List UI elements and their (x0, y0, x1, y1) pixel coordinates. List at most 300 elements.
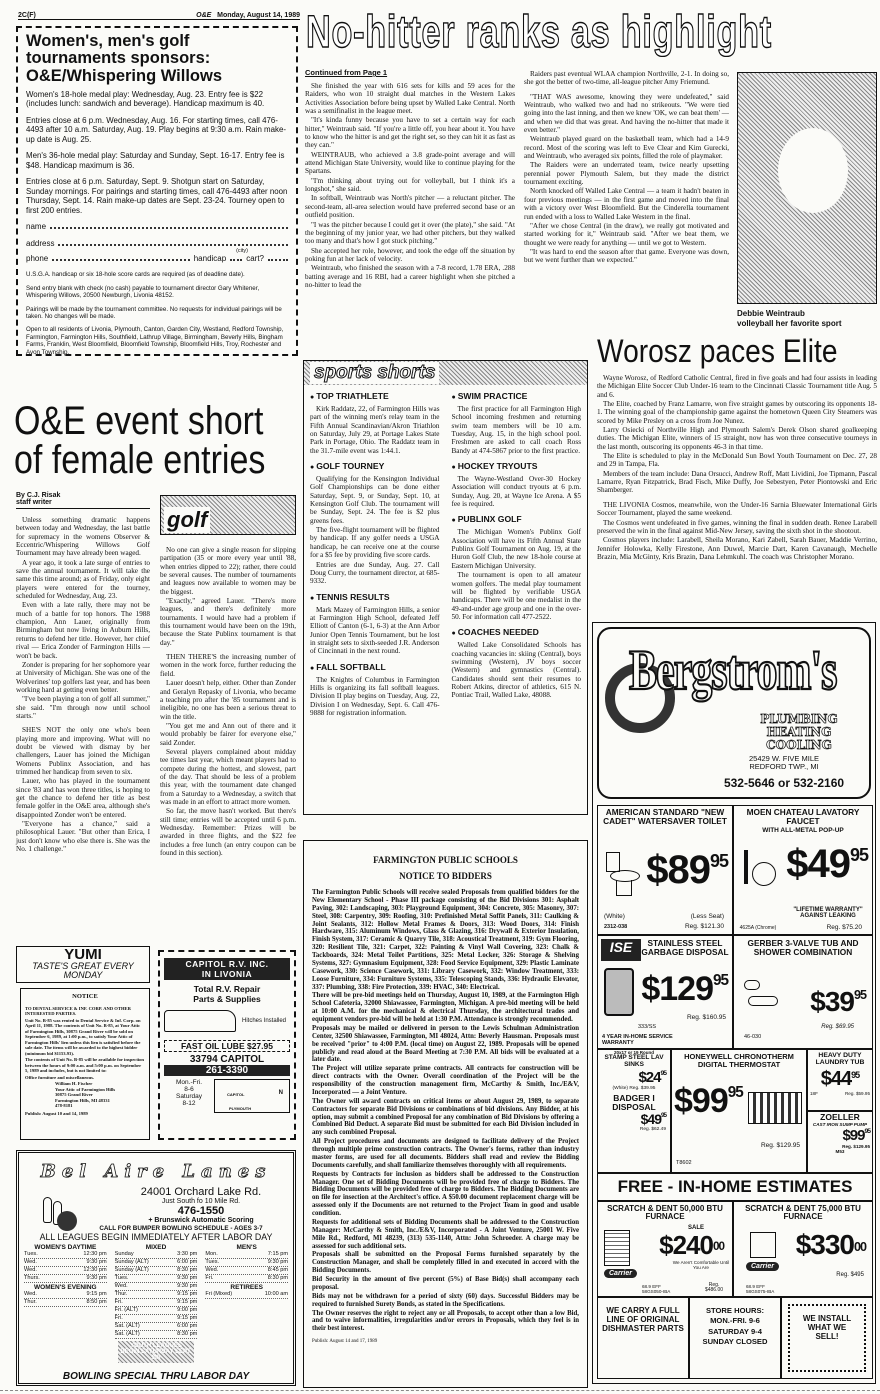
article-paragraph: Several players complained about midday tee times last year, which meant players had to compete during the hottest, and slowest, part of the day. That should be less of a problem this year, with the tournament date changed from a Saturday to a Wednesday, a switch that was made in an effort to attract more women. (160, 747, 296, 806)
deal-price (646, 848, 728, 893)
warranty-note: "LIFETIME WARRANTY" AGAINST LEAKING (793, 906, 863, 920)
league-heading: WOMEN'S DAYTIME (34, 1244, 97, 1251)
store-hours-line: SATURDAY 9-4 (708, 1326, 762, 1336)
league-row (115, 1291, 198, 1299)
deal-price (659, 1231, 724, 1259)
address-label: address (26, 239, 55, 249)
league-day: Thur. (114, 1290, 128, 1297)
free-estimates-banner: FREE - IN-HOME ESTIMATES (597, 1173, 873, 1201)
phone-label: phone (26, 254, 49, 264)
price-cents: 95 (864, 1128, 870, 1135)
hitches-label: Hitches Installed (241, 1018, 287, 1024)
price-cents: 95 (709, 850, 728, 871)
location-map (214, 1079, 290, 1113)
trade-label: COOLING (766, 738, 832, 752)
deal-regular-price: Reg. $69.95 (821, 1024, 854, 1030)
golf-fine-print: Send entry blank with check (no cash) payable to tournament director Gary Whitener, Whispering Willows, 20500 Newburgh, Livonia 48152. (26, 284, 260, 300)
notice-org: FARMINGTON PUBLIC SCHOOLS (373, 855, 518, 865)
league-row (115, 1275, 198, 1283)
deal-model: 58GS050-IBA (642, 1288, 671, 1294)
league-row (115, 1331, 198, 1339)
deal-title: HONEYWELL CHRONOTHERM DIGITAL THERMOSTAT (684, 1052, 794, 1069)
league-time: 12:30 pm (83, 1266, 107, 1273)
league-row (115, 1251, 198, 1259)
league-time: 9:30 pm (177, 1274, 198, 1281)
short-paragraph: Kirk Raddatz, 22, of Farmington Hills was part of the winning men's relay team in the Fifth Annual Scandinavian/Akron Triathlon on Saturday, July 29, at Portage Lakes State Park in Portage, Ohio. The Raddatz team in the 31.7-mile event was 1:44.1. (310, 405, 440, 455)
article-paragraph: "Exactly," agreed Lauer. "There's more leagues, and there's definitely more tournaments. I would have had a problem if this tournament would have been on the 19th, because the State Publinx tournament is that day." (160, 597, 296, 647)
short-paragraph: Walled Lake Consolidated Schools has coaching vacancies in: skiing (Central), boys swimming (Western), JV boys soccer (Western) and gymnastics (Central). Candidates should sent their resumes to Robert Atkins, director of athletics, 615 N. Pontiac Trail, Walled Lake, 48088. (451, 641, 581, 700)
youth-leagues-badge: YOUTH LEAGUES BEGIN SATURDAY SEPT. 9th (118, 1341, 194, 1363)
deal-price (796, 1230, 866, 1260)
hours-line-list (164, 1079, 214, 1113)
handicap-field[interactable] (230, 254, 242, 261)
deal-price (641, 970, 728, 1009)
deal-price (808, 1127, 872, 1144)
hours-line: Mon.-Fri. (176, 1079, 202, 1086)
notice-to-bidders (303, 840, 588, 1388)
league-day: Fri. (205, 1274, 214, 1281)
bel-aire-lanes-ad (16, 1150, 296, 1386)
trade-label: PLUMBING (760, 712, 838, 726)
deal-price (808, 1068, 872, 1091)
notice-signature-line-list (25, 1081, 145, 1109)
ise-logo: ISE (601, 939, 641, 961)
price-cents: 00 (853, 1239, 866, 1254)
price-dollars: $99 (842, 1127, 865, 1144)
article-paragraph: The Raiders were an underrated team, twice nearly upsetting perennial power Plymouth Salem, but they made the district tournament exciting. (524, 161, 729, 187)
deal-model: 58GS075-IBA (746, 1288, 775, 1294)
league-table (205, 1251, 288, 1283)
trade-label: HEATING (766, 725, 832, 739)
price-dollars: $39 (810, 986, 854, 1017)
short-paragraph: The first practice for all Farmington High School incoming freshmen and returning swim team members will be 10 a.m. Tuesday, Aug. 15, in the high school pool. Freshmen are asked to call coach Ross Bandy at 474-5867 prior to the first practice. (451, 405, 581, 455)
deal-title: MOEN CHATEAU LAVATORY FAUCET (746, 807, 860, 826)
price-cents: 95 (853, 987, 866, 1002)
article-paragraph: "It's kinda funny because you have to set a certain way for each hitter," Weintraub said. "If you're a little off, you hear about it. You have to know who the hitter is and get the right set, so they can hit it as fast as they can." (305, 116, 515, 150)
carrier-slogan: We Aren't Comfortable Until You Are (672, 1260, 730, 1271)
oe-headline: O&E event short of female entries (14, 399, 266, 483)
league-day: Thurs. (24, 1274, 40, 1281)
short-headline: ● TOP TRIATHLETE (310, 391, 440, 401)
bowling-directions: Just South fo 10 Mile Rd. (161, 1198, 241, 1205)
league-day: Fri. (114, 1314, 123, 1321)
notice-paragraph: The Farmington Public Schools will receive sealed Proposals from qualified bidders for the New Elementary School - Phase III package consisting of the Bid Divisions 301: Asphalt Paving, 302: Landscaping, 303: Playground Equipment, 304: Concrete, 305: Masonry, 307: Steel, 308: Carpentry, 309: Roofing, 310: Prefinished Metal Soffit Panels, 311: Caulking & Joint Sealants, 312: Hollow Metal Frames & Doors, 313: Wood Doors, 314: Finish Hardware, 315: Aluminum Windows, Glass & Glazing, 316: Drywall & Exterior Insulation, Finish System, 317: Ceramic & Quarry Tile, 318: Acoustical Treatment, 319: Gym Flooring, 320: Resilient Tile, 321: Carpet, 322: Painting & Vinyl Wall Covering, 323: Chalk & Tackboards, 324: Metal Toilet Partitions, 325: Metal Locker, 326: Storage & Shelving Systems, 327: Gymnasium Equipment, 328: Food Service Equipment, 329: Plastic Laminate Casework, 330: Science Casework, 331: Library Casework, 332: Window Treatment, 333: Loose Furniture, 334: Furniture Systems, 335: Telescoping Stands, 336: Hydraulic Elevator, 337: Plumbing, 338: Fire Protection, 339: HVAC, 340: Electrical. (312, 889, 579, 991)
byline-role: staff writer (16, 499, 52, 506)
golf-info-paragraph-list (26, 90, 288, 215)
league-day: Tues. (24, 1251, 38, 1257)
carrier-logo: Carrier (604, 1269, 637, 1278)
notice-paragraph: TO DENTAL SERVICE & INF. CORP. AND OTHER INTERESTED PARTIES. (25, 1005, 131, 1017)
map-plymouth-label: PLYMOUTH (229, 1106, 252, 1111)
price-dollars: $240 (659, 1230, 713, 1260)
league-day: Wed. (114, 1282, 128, 1289)
deal-pretitle: 20x17 or 19 Round (613, 1050, 654, 1055)
nohitter-column-1 (305, 82, 515, 290)
golf-logo-text: golf (164, 507, 210, 533)
furnace-icon (604, 1230, 630, 1266)
notice-signature-line: William H. Fischer (55, 1081, 93, 1087)
league-row (205, 1259, 288, 1267)
deal-regular-price: (White) Reg. $39.95 (612, 1085, 656, 1091)
laundry-tub-deal (807, 1049, 873, 1111)
notice-paragraph: The Owner will award contracts on critical items or about August 29, 1989, to separate Contractors for separate Bid Divisions or combinations of bid divisions. Any Bidder, at his option, may submit a combined Proposal for any combination of Bid Divisions by offering a Combined Bid Deduct. A separate Bid must be submitted for each Bid Division included in any such combined Proposal. (312, 1097, 579, 1137)
trade-label-list (729, 713, 869, 752)
golf-info-paragraph: Entries close at 6 p.m. Wednesday, Aug. 16. For starting times, call 476-4493 after 10 a.m. Saturday, Aug. 19. Play begins at 9:30 a.m. Rain make-up date is Aug. 25. (26, 115, 286, 144)
league-day: Wed. (205, 1266, 219, 1273)
deal-title: AMERICAN STANDARD "NEW CADET" WATERSAVER TOILET (603, 807, 727, 826)
article-paragraph: So far, the move hasn't worked. But there's still time; entries will be accepted until 6 p.m. Wednesday. Remember: Prizes will be awarded in three flights, and the $22 fee includes a free lunch (an entry coupon can be found in this section). (160, 807, 296, 858)
nohitter-column-2 (524, 70, 729, 266)
price-cents: 95 (851, 1069, 860, 1080)
deal-model: 18F (810, 1091, 818, 1097)
hours-line: Saturday (175, 1093, 203, 1100)
price-cents: 95 (849, 844, 868, 865)
article-paragraph: "I was the pitcher because I could get it over (the plate)," she said. "At the beginning of my junior year, we had other pitchers, but they walked too many and that's how I got stuck pitching." (305, 220, 515, 246)
league-time: 9:15 pm (177, 1298, 198, 1305)
article-paragraph: Unless something dramatic happens between today and Wednesday, the last battle for supremacy in the womens Observer & Eccentric/Whispering Willows Golf Tournament may have already been waged. (16, 516, 150, 558)
league-time: 8:50 pm (86, 1298, 107, 1305)
league-day: Fri (Mixed) (205, 1290, 233, 1297)
storage-notice (20, 988, 150, 1140)
article-paragraph: Wayne Worosz, of Redford Catholic Central, fired in five goals and had four assists in leading the Michigan Elite Soccer Club Under-16 team to the Cincinnati Classic Tournament title Aug. 5 and 6. (597, 374, 877, 399)
price-dollars: $24 (638, 1068, 661, 1086)
article-paragraph: "Everyone has a chance," said a philosophical Lauer. "But other than Erica, I just don't know who else there is. She was the No. 1 challenge." (16, 820, 150, 854)
league-schedule (205, 1243, 288, 1339)
nohitter-headline: No-hitter ranks as highlight (306, 6, 772, 57)
shower-icon (744, 980, 778, 1010)
bowling-scoring: + Brunswick Automatic Scoring (148, 1217, 254, 1224)
name-label: name (26, 222, 47, 232)
sports-shorts-box (303, 360, 588, 815)
golf-info-paragraph: Men's 36-hole medal play: Saturday and Sunday, Sept. 16-17. Entry fee is $48. Handicap maximum is 36. (26, 151, 285, 170)
league-row (205, 1251, 288, 1259)
price-cents: 00 (712, 1239, 724, 1253)
article-paragraph: Lauer, who has played in the tournament since '83 and has won three titles, is hoping to get the chance to defend her title as best female golfer in the O&E area, although she's disappointed Zonder won't be entered. (16, 777, 150, 819)
league-time: 3:30 pm (177, 1251, 198, 1257)
rv-icon (164, 1010, 236, 1032)
bergstroms-logo-panel (597, 627, 871, 799)
league-time: 8:30 pm (177, 1266, 198, 1273)
bergstrom-address-1: 25429 W. FIVE MILE (748, 754, 820, 763)
caption-name: Debbie Weintraub (737, 309, 805, 318)
deal-regular-price: Reg. $486.00 (704, 1281, 724, 1294)
league-time: 8:30 pm (177, 1330, 198, 1337)
league-row (115, 1299, 198, 1307)
article-paragraph: "I've been playing a ton of golf all summer," she said. "I'm through now until school starts." (16, 695, 150, 720)
bowling-pins-icon (39, 1197, 79, 1231)
notice-paragraph-list (312, 889, 579, 1333)
deal-title: HEAVY DUTY LAUNDRY TUB (815, 1052, 865, 1067)
toilet-icon (606, 852, 642, 896)
league-time: 10:00 am (264, 1290, 289, 1297)
league-day: Fri. (114, 1298, 123, 1305)
article-paragraph: The Cosmos went undefeated in five games, winning the final in sudden death. Renee Larabell preserved the win in the final against Mid-New Jersey, saving the sixth shot in the shootout. (597, 518, 877, 535)
capitol-address: 33794 CAPITOL (189, 1054, 265, 1065)
faucet-icon (740, 850, 780, 890)
league-row (24, 1259, 107, 1267)
league-time: 9:30 pm (177, 1282, 198, 1289)
short-paragraph: Entries are due Sunday, Aug. 27. Call Doug Curry, the tournament director, at 685-9332. (310, 560, 440, 586)
league-row (205, 1267, 288, 1275)
disposal-icon (604, 968, 634, 1016)
notice-paragraph: The contents of Unit No. B-85 will be available for inspection between the hours of 9:00 a.m. and 5:00 p.m. on September 5, 1989 and includes, but is not limited to: (25, 1057, 144, 1074)
article-paragraph: Weintraub, who finished the season with a 7-8 record, 1.78 ERA, .288 batting average and 16 RBI, had a career highlight when she pitched a no-hitter to lead the (305, 264, 515, 289)
masthead (18, 12, 300, 20)
deal-subtitle: WITH ALL-METAL POP-UP (762, 827, 844, 835)
league-heading: RETIREES (230, 1283, 263, 1291)
caption-text: volleyball her favorite sport (737, 318, 842, 328)
deal-model: T8602 (676, 1160, 692, 1166)
golf-section-logo (160, 495, 296, 535)
deal-model: 333/SS (638, 1024, 657, 1030)
notice-paragraph: Requests by Contracts for inclusion as bidders shall be addressed to the Construction Manager. One set of Bidding Documents will be provided free of charge to Bidders. The Bidding Documents will be provided free of charge to Bidders. The Bidding Documents are on file for insection at the Architect's office. A $50.00 document replacement charge will be assessed only if the Documents are not returned to the Project Team in good and usable condition. (312, 1170, 579, 1217)
deal-title: BADGER I DISPOSAL (612, 1092, 656, 1112)
article-paragraph: "I'm thinking about trying out for volleyball, but I think it's a longshot," she said. (305, 176, 515, 194)
bowling-special: BOWLING SPECIAL THRU LABOR DAY (62, 1371, 250, 1382)
league-day: Tues. (205, 1258, 220, 1265)
league-row (205, 1275, 288, 1283)
price-dollars: $330 (795, 1229, 854, 1260)
deal-model: 46-030 (744, 1034, 762, 1040)
store-hours-line: STORE HOURS: (705, 1306, 765, 1315)
league-time: 12:30 pm (83, 1251, 107, 1257)
league-day: Mon. (205, 1251, 218, 1257)
phone-field[interactable] (52, 254, 189, 261)
league-day: Sunday (ALT) (114, 1258, 149, 1265)
league-row (115, 1259, 198, 1267)
deal-note: (White) (604, 913, 625, 920)
notice-publish: Publish: August 10 and 14, 1989 (25, 1110, 88, 1116)
sports-shorts-title: sports shorts (310, 362, 439, 384)
deal-price (598, 1069, 670, 1086)
golf-box-title: Women's, men's golf tournaments sponsors: O&E/Whispering Willows (26, 32, 223, 85)
deal-title: SCRATCH & DENT 50,000 BTU FURNACE (607, 1204, 723, 1222)
article-paragraph: A year ago, it took a late surge of entries to save the annual tournament. It will take the same this time around; as of Friday, only eight players were entered for the tourney, scheduled for Wednesday, Aug. 23. (16, 558, 150, 601)
disposal-deal (597, 935, 733, 1049)
golf-fine-print: Pairings will be made by the tournament committee. No requests for individual pairings will be taken. No changes will be made. (26, 305, 282, 321)
article-paragraph: The Elite is scheduled to play in the McDonald Sun Bowl Youth Tournament on Dec. 27, 28 and 29 in Tampa, Fla. (597, 452, 877, 469)
article-paragraph: No one can give a single reason for slipping partipation (35 or more every year until '88, when entries dipped to 22); rather, there could be several causes. The number of tournaments and leagues now available to women may be the biggest. (160, 546, 296, 596)
bowling-logo (24, 1156, 288, 1186)
article-paragraph: Raiders past eventual WLAA champion Northville, 2-1. In doing so, she got the better of two-time, all-league pitcher Amy Friemund. (524, 70, 729, 87)
price-dollars: $129 (641, 970, 713, 1008)
cart-label: cart? (246, 254, 264, 264)
address-field[interactable] (26, 239, 288, 248)
short-headline: ● TENNIS RESULTS (310, 592, 440, 602)
deal-title: GERBER 3-VALVE TUB AND SHOWER COMBINATION (747, 938, 859, 957)
hours-line: 8-6 (184, 1086, 194, 1093)
notice-paragraph: Proposals shall be submitted on the Proposal Forms furnished separately by the Construction Manager, and shall be completely filled in and executed in accord with the Bidding Documents. (312, 1251, 579, 1275)
league-row (115, 1267, 198, 1275)
short-paragraph: The five-flight tournament will be flighted by handicap. If any golfer needs a USGA handicap, he can receive one at the course for a $5 fee by providing five score cards. (310, 526, 440, 560)
deal-regular-price: Reg. $129.95 (842, 1144, 870, 1149)
article-paragraph: Lauer doesn't help, either. Other than Zonder and Geralyn Repasky of Livonia, who became a teaching pro after the '85 tournament and is ineligible, no one has been a serious threat to win the title. (160, 679, 296, 721)
deal-model: 2312-038 (604, 924, 628, 930)
faucet-deal (733, 805, 873, 935)
deal-title: STAINLESS STEEL GARBAGE DISPOSAL (641, 938, 729, 957)
notice-paragraph: Requests for additional sets of Bidding Documents shall be addressed to the Construction Manager: McCarthy & Smith, Inc./E&V, Incorporated - A Joint Venture, 25001 W. Five Mile Rd., Redford, MI 48239, (313) 535-1140, Attn: John Schroeder. A charge may be assessed for such additional sets. (312, 1218, 579, 1250)
issue-date: Monday, August 14, 1989 (217, 12, 300, 19)
yumi-title: YUMI (64, 946, 102, 963)
article-paragraph: SHE'S NOT the only one who's been playing more and improving. What will no doubt be viewed with dismay by her challengers, Lauer has joined the Michigan Womens Publinx Association, and has trimmed her handicap from seven to six. (16, 726, 150, 776)
sports-shorts-column (452, 385, 582, 718)
deal-title: SCRATCH & DENT 75,000 BTU FURNACE (745, 1204, 861, 1222)
league-day: Thur. (24, 1298, 37, 1305)
notice-paragraph: The Owner reserves the right to reject any or all Proposals, to accept other than a low Bid, and to waive informalities, irregularities and/or errors in Proposals, which they feel is in their best interest. (312, 1309, 579, 1333)
league-time: 6:00 pm (177, 1258, 198, 1265)
article-paragraph: "After we chose Central (in the draw), we really got motivated and started working for it," Weintraub said. "After we beat them, we thought we were ready for anything — until we got to Western. (524, 221, 729, 247)
league-heading: WOMEN'S EVENING (34, 1283, 97, 1291)
notice-signature-line: Your Attic of Farmington Hills (55, 1086, 116, 1092)
league-row (24, 1267, 107, 1275)
league-row (24, 1291, 107, 1299)
article-paragraph: Cosmos players include: Larabell, Sheila Morano, Kari Zabell, Sarah Bauer, Maddie Verrino, Jennifer Holowka, Kelly Firestone, Ann Duwel, Marcie Dart, Karen Cavanaugh, Mechelle Brazin, Mia McGinty, Kris Brazin, Dana Lehmkuhl. The coach was Christopher Morano. (597, 536, 877, 561)
article-paragraph: Weintraub played guard on the basketball team, which had a 14-9 record. Most of the scoring was left to Eve Clear and Kim Gurecki, and Weintraub, who averaged six points, filled the role of playmaker. (524, 135, 729, 161)
worosz-article (597, 374, 877, 562)
league-day: Tues. (114, 1274, 129, 1281)
page-number: 2C(F) (18, 12, 36, 19)
league-day: Sat. (ALT) (114, 1322, 140, 1329)
notice-paragraph: Proposals may be mailed or delivered in person to the Lewis Schulman Administration Center, 32500 Shiawassee, Farmington, MI 48024, Attn: Beverly Hausman. Proposals must be received "prior" to 4:00 P.M. (local time) on August 22, 1989. Proposals will be opened publicly and read aloud at the Board Meeting at 7:30 P.M. All bids will be evaluated at a later date. (312, 1024, 579, 1064)
article-paragraph: Even with a late rally, there may not be much of a battle for top honors. The 1988 champion, Ann Lauer, originally from Birmingham but now living in Auburn Hills, returns to defend her title. However, her chief rival — Erica Zonder of Farmington Hills — won't be back. (16, 601, 150, 660)
league-row (115, 1315, 198, 1323)
notice-title: NOTICE TO BIDDERS (399, 871, 492, 881)
league-time: 9:00 pm (177, 1306, 198, 1313)
short-paragraph: Qualifying for the Kensington Individual Golf Championships can be done either Saturday, Sept. 9, or Sunday, Sept. 10, at Kensington Golf Club. The tournament will be Sunday, Sept. 24. The fee is $2 plus greens fees. (310, 475, 440, 525)
price-cents: 95 (660, 1069, 666, 1077)
league-time: 7:15 pm (267, 1251, 289, 1257)
league-heading: MEN'S (236, 1244, 257, 1251)
capitol-rv-ad (158, 950, 296, 1140)
thermostat-icon (748, 1092, 802, 1124)
page-bottom-rule (0, 1390, 880, 1391)
byline (16, 492, 150, 509)
league-row (115, 1323, 198, 1331)
price-dollars: $89 (646, 848, 710, 892)
price-cents: 95 (727, 1084, 743, 1102)
league-time: 9:30 pm (86, 1274, 107, 1281)
short-headline: ● GOLF TOURNEY (310, 461, 440, 471)
bowling-address: 24001 Orchard Lake Rd. (140, 1186, 262, 1198)
cart-field[interactable] (268, 254, 288, 261)
article-paragraph: THE LIVONIA Cosmos, meanwhile, won the Under-16 Sarnia Bluewater International Girls Soccer Tournament, played the same weekend. (597, 500, 877, 518)
price-cents: 95 (660, 1112, 666, 1120)
hours-line: 8-12 (182, 1100, 196, 1107)
yumi-ad (16, 946, 150, 983)
article-paragraph: WEINTRAUB, who achieved a 3.8 grade-point average and will attend Michigan State University, would like to continue playing for the Spartans. (305, 150, 515, 176)
furnace-75k-deal (733, 1201, 873, 1297)
league-day: Sunday (114, 1251, 134, 1257)
league-time: 9:30 pm (267, 1258, 289, 1265)
thermostat-deal (671, 1049, 807, 1173)
golf-fine-print: Open to all residents of Livonia, Plymouth, Canton, Garden City, Westland, Redford Township, Farmington, Farmington Hills, Southfield, Lathrup Village, Birmingham, Beverly Hills, Bingham Farms, Franklin, West Bloomfield, Bloomfield Township, Bloomfield Hills, Troy, Rochester and Avon Township. (26, 326, 284, 356)
bergstroms-name: Bergstrom's (629, 640, 837, 703)
deal-regular-price: Reg. $59.95 (844, 1091, 870, 1097)
photo-caption (737, 309, 877, 328)
capitol-rv-banner (164, 958, 290, 980)
notice-paragraph: All Project procedures and documents are designed to facilitate delivery of the Project through multiple prime construction contracts. The Owner's forms, rather than industry master forms, are used for all documents. Bidders shall read and review the Bidding Documents carefully, and shall familiarize themselves thoroughly with all requirements. (312, 1138, 579, 1169)
store-hours-line: SUNDAY CLOSED (702, 1336, 768, 1346)
league-day: Wed. (24, 1290, 37, 1297)
golf-info-paragraph: Women's 18-hole medal play: Wednesday, Aug. 23. Entry fee is $22 (includes lunch: sandwich and beverage). Handicap maximum is 40. (26, 89, 265, 109)
deal-price (674, 1082, 743, 1121)
capitol-rv-city: IN LIVONIA (201, 969, 253, 979)
sports-shorts-column (310, 385, 440, 718)
article-paragraph: Members of the team include: Dana Orsucci, Andrew Roff, Matt Lividini, Joe Tipmann, Pascal Lamarre, Ryan Fitzpatrick, Brad Fisch, Mike Duffy, Joe Sebestyen, Peter Piontowski and Eric Shamberger. (597, 469, 877, 495)
article-paragraph: "You get me and Ann out of there and it would probably be fairer for everyone else," said Zonder. (160, 721, 296, 747)
article-paragraph: Zonder is preparing for her sophomore year at University of Michigan. She was one of the Wolverines' top golfers last year, and has been working hard at getting even better. (16, 660, 150, 694)
sinks-and-badger-deal (597, 1049, 671, 1173)
article-paragraph: THEN THERE'S the increasing number of women in the work force, further reducing the field. (160, 653, 296, 678)
oil-lube-offer: FAST OIL LUBE $27.95 (164, 1040, 290, 1052)
deal-price (810, 986, 866, 1018)
worosz-headline: Worosz paces Elite (597, 333, 838, 369)
notice-paragraph-list (25, 1006, 145, 1081)
efficiency: 68.9 EFF (746, 1283, 765, 1289)
short-paragraph: The Wayne-Westland Over-30 Hockey Association will conduct tryouts at 6 p.m. Sunday, Aug. 20, at Wayne Ice Arena. A $5 fee is required. (451, 475, 581, 509)
city-label: (city) (236, 248, 248, 255)
map-north-label: N (278, 1090, 283, 1096)
deal-regular-price: Reg. $129.95 (760, 1142, 800, 1149)
golf-fine-print: U.S.G.A. handicap or six 18-hole score cards are required (as of deadline date). (26, 271, 245, 279)
sump-pump-deal (807, 1111, 873, 1173)
price-dollars: $49 (786, 842, 850, 886)
sports-shorts-banner (304, 361, 587, 385)
notice-signature-line: 30875 Grand River (55, 1092, 93, 1098)
golf-fine-print-list (26, 271, 288, 356)
gerber-deal (733, 935, 873, 1049)
efficiency: 68.9 EFF (642, 1283, 661, 1289)
golf-tournament-entry-form (16, 26, 298, 356)
league-row (24, 1275, 107, 1283)
notice-paragraph: The Project will utilize separate prime contracts. All contracts for construction will be direct contracts with the Owner. Overall coordination of the Project will be the responsibility of the construction management firm, McCarthy & Smith, Inc./E&V, Incorporated — a Joint Venture. (312, 1065, 579, 1096)
bowling-logo-text: Bel Aire Lanes (40, 1160, 272, 1182)
bowling-phone: 476-1550 (177, 1205, 225, 1217)
notice-publish: Publish: August 14 and 17, 1989 (312, 1339, 378, 1345)
league-day: Sunday (ALT) (114, 1266, 149, 1273)
sale-label: SALE (687, 1225, 704, 1231)
deal-regular-price: Reg. $160.95 (686, 1014, 726, 1021)
league-time: 8:45 pm (267, 1266, 289, 1273)
article-paragraph: "THAT WAS awesome, knowing they were undefeated," said Weintraub, who walked two and had no strikeouts. "We were tied going into the last inning, and then we knew 'OK, we can beat them' — and when we did that was great. And having the no-hitter that made it even better." (524, 92, 729, 135)
oe-column-1 (16, 516, 150, 854)
deal-title: STAMP STEEL LAV SINKS (604, 1054, 664, 1068)
warranty-note: 4 YEAR IN-HOME SERVICE WARRANTY (602, 1034, 673, 1046)
article-paragraph: The Elite, coached by Franz Lamarre, won five straight games by outscoring its opponents 18-1. The winning goal of the championship game against the hometown Queen City Steamers was scored by Mike Presley on a cross from Joe Nunez. (597, 400, 877, 425)
article-paragraph: Larry Osiecki of Northville High and Plymouth Salem's Derek Olson shared goalkeeping duties. The Michigan Elite, winners of 15 straight, now has won three consecutive tourneys in the last month, outscoring its opponents 46-3 in that time. (597, 426, 877, 451)
capitol-line-1: Total R.V. Repair (193, 984, 261, 994)
short-paragraph: The Michigan Women's Publinx Golf Association will have its Fifth Annual State Publinx Golf Tournament on Aug. 19, at the Huron Golf Club, the new 18-hole course at Eastern Michigan University. (451, 528, 581, 570)
deal-subtitle: CAST IRON SUMP PUMP (812, 1122, 868, 1127)
league-time: 9:15 pm (86, 1290, 107, 1297)
golf-info-paragraph: Entries close at 6 p.m. Saturday, Sept. 9. Shotgun start on Saturday, Sunday mornings. For pairings and starting times, call 476-4493 after noon Thursday, Sept. 14. Rain make-up dates are Sept. 23-24. Tourney open to first 200 entries. (26, 177, 288, 215)
short-headline: ● FALL SOFTBALL (310, 662, 440, 672)
install-burst (781, 1297, 873, 1379)
yumi-subtitle: TASTE'S GREAT EVERY (32, 961, 134, 971)
bergstrom-address-2: REDFORD TWP., MI (749, 762, 819, 772)
dishmaster-parts: WE CARRY A FULL LINE OF ORIGINAL DISHMASTER PARTS (597, 1297, 689, 1379)
name-field[interactable] (26, 222, 288, 231)
continued-label: Continued from Page 1 (305, 68, 388, 77)
storage-notice-title: NOTICE (72, 993, 98, 1000)
bergstroms-ad (592, 622, 876, 1384)
price-dollars: $49 (640, 1111, 661, 1128)
capitol-phone: 261-3390 (164, 1065, 290, 1076)
notice-paragraph: Bids may not be withdrawn for a period of sixty (60) days. Successful Bidders may be required to furnished Surety Bonds, as stated in the Specifications. (312, 1292, 579, 1308)
price-cents: 95 (712, 972, 728, 990)
install-slogan: WE INSTALL WHAT WE SELL! (788, 1304, 866, 1372)
league-row (115, 1307, 198, 1315)
